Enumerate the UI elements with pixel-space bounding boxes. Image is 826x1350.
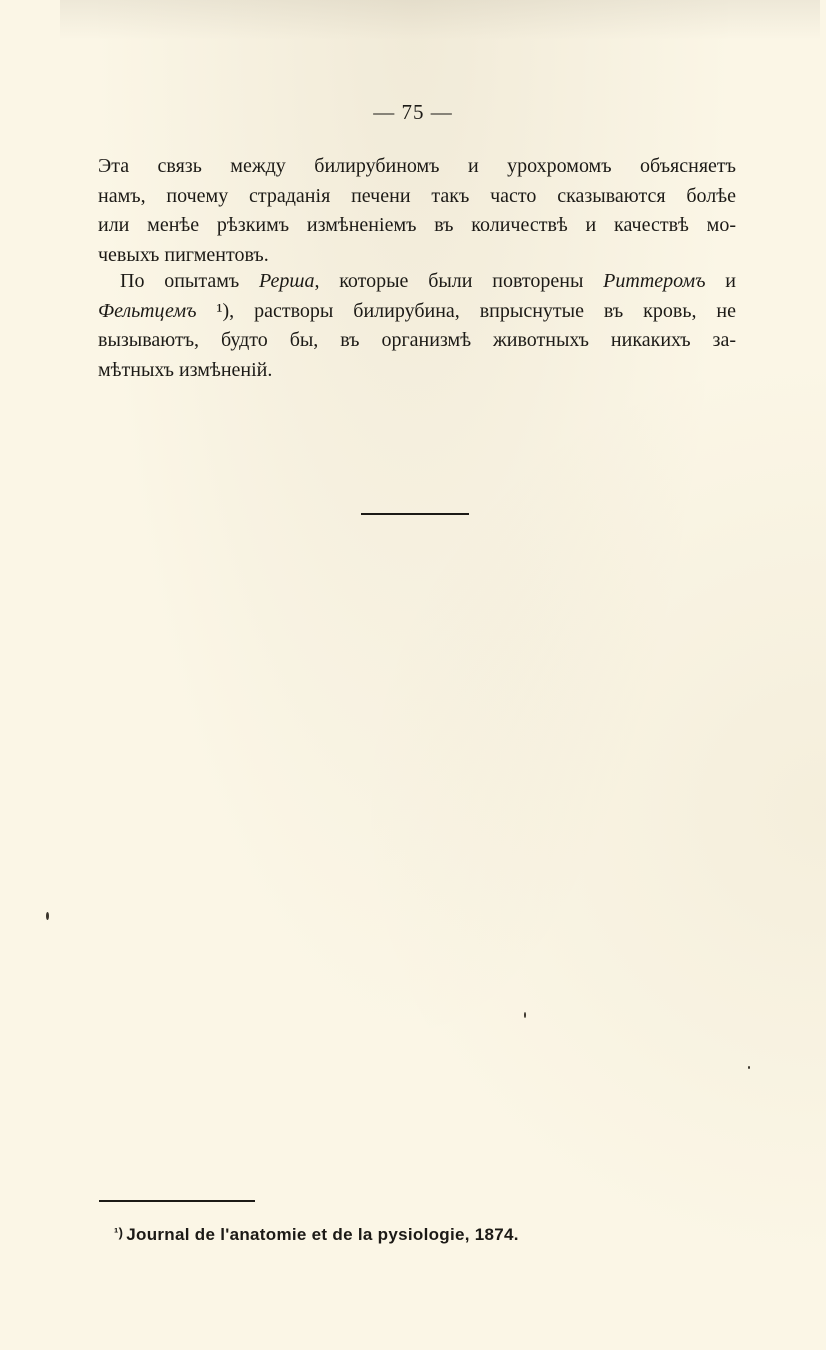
- page-number: — 75 —: [373, 100, 453, 124]
- paragraph-1-line-2: намъ, почему страданія печени такъ часто сказываются болѣе: [98, 184, 736, 207]
- author-name-ritter: Риттеромъ: [603, 270, 706, 292]
- author-name-feltz: Фельтцемъ: [98, 299, 197, 322]
- footnote: [114, 1225, 519, 1245]
- scan-shadow: [60, 0, 820, 40]
- author-name-roersch: Рерша: [258, 270, 315, 292]
- paragraph-1-line-1: Эта связь между билирубиномъ и урохромомъ объясняетъ: [98, 155, 736, 177]
- footnote-text: Journal de l'anatomie et de la pysiologie, 1874.: [126, 1225, 519, 1244]
- paragraph-2-text: По опытамъ: [120, 270, 259, 292]
- section-end-rule: [361, 513, 469, 515]
- paragraph-2-text: ¹), растворы билирубина, впрыснутые въ кровь, не: [196, 299, 736, 322]
- paragraph-2-text: , которые были повторены: [314, 270, 604, 292]
- paragraph-2-line-1: [98, 267, 736, 297]
- paragraph-2: [98, 267, 736, 385]
- scan-speck: [46, 912, 49, 920]
- scan-speck: [748, 1066, 750, 1069]
- footnote-mark: ¹): [114, 1225, 124, 1240]
- paragraph-1-line-4: чевыхъ пигментовъ.: [98, 243, 269, 266]
- scan-speck: [524, 1012, 526, 1018]
- paragraph-1-line-3: или менѣе рѣзкимъ измѣненіемъ въ количествѣ и качествѣ мо-: [98, 214, 736, 236]
- paragraph-2-text: и: [705, 270, 736, 292]
- footnote-rule: [99, 1200, 255, 1202]
- paragraph-2-line-3: вызываютъ, будто бы, въ организмѣ животныхъ никакихъ за-: [98, 329, 736, 351]
- paragraph-2-line-2: [98, 297, 736, 327]
- paragraph-1: [98, 152, 736, 270]
- paragraph-2-line-4: мѣтныхъ измѣненій.: [98, 358, 273, 381]
